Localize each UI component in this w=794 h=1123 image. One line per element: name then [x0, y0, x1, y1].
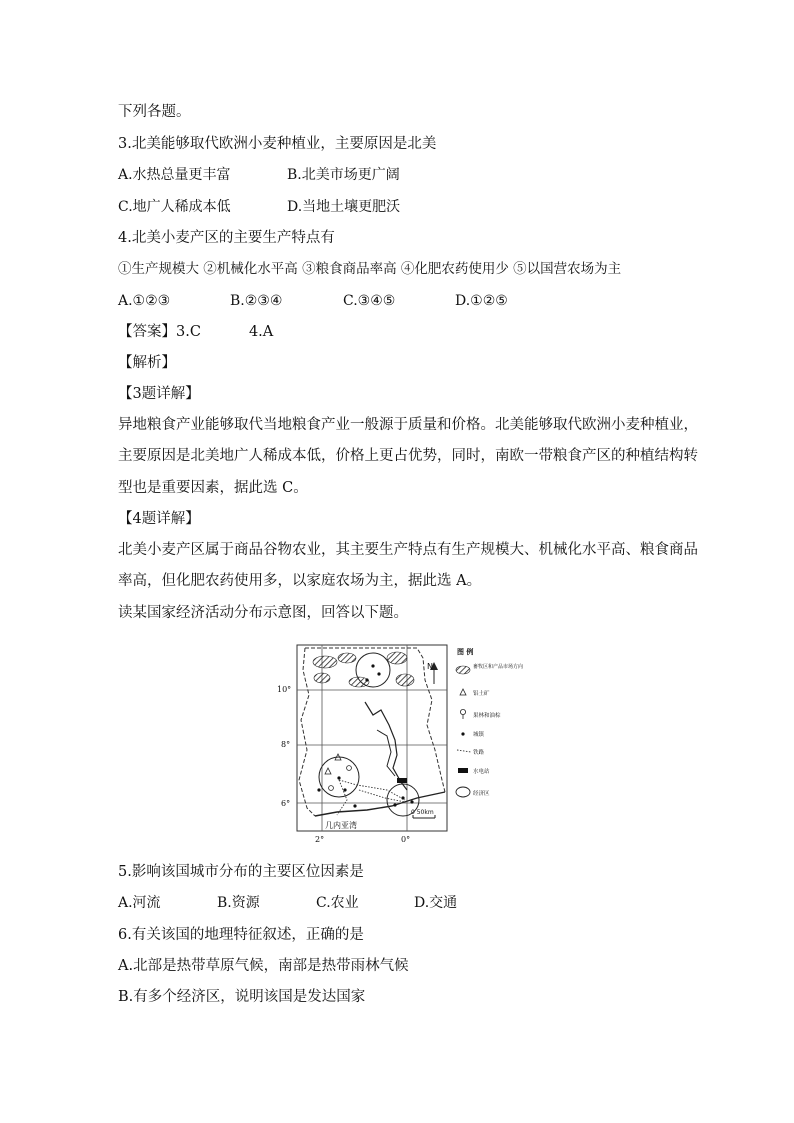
q5-option-d: D.交通: [414, 895, 458, 911]
map-lon-label: 2°: [315, 835, 325, 844]
q3-detail-line: 异地粮食产业能够取代当地粮食产业一般源于质量和价格。北美能够取代欧洲小麦种植业，: [118, 417, 698, 433]
answer-label: 【答案】: [118, 324, 176, 340]
q3-option-b: B.北美市场更广阔: [287, 167, 400, 183]
answer-q3: 3.C: [176, 324, 201, 340]
q3-option-d: D.当地土壤更肥沃: [287, 199, 401, 215]
map-lat-label: 6°: [281, 799, 291, 808]
legend-item-grazing: 畜牧区和产品市场方向: [473, 664, 524, 670]
q6-option-b: B.有多个经济区，说明该国是发达国家: [118, 989, 366, 1005]
economic-activity-map: [277, 640, 527, 845]
intro-text: 下列各题。: [118, 104, 191, 120]
q4-option-b: B.②③④: [230, 293, 283, 309]
q5-option-b: B.资源: [217, 895, 260, 911]
map-lat-label: 10°: [277, 685, 292, 694]
legend-item-economic-zone: 经济区: [473, 791, 490, 797]
q3-stem: 3.北美能够取代欧洲小麦种植业，主要原因是北美: [118, 136, 437, 152]
map-sea-label: 几内亚湾: [325, 821, 357, 830]
answer-q4: 4.A: [248, 324, 274, 340]
map-north-label: N: [427, 662, 433, 671]
legend-title: 图 例: [457, 648, 474, 656]
q4-detail-line: 率高，但化肥农药使用多，以家庭农场为主，据此选 A。: [118, 573, 482, 589]
map-scale-label: 0 50km: [411, 809, 434, 816]
q5-option-a: A.河流: [118, 895, 161, 911]
legend-item-bauxite: 铝土矿: [473, 691, 490, 697]
legend-item-orchard: 果林和油棕: [473, 713, 501, 719]
q4-detail-label: 【4题详解】: [118, 511, 200, 527]
q3-option-c: C.地广人稀成本低: [118, 199, 231, 215]
legend-item-city: 城镇: [473, 732, 485, 738]
q4-option-c: C.③④⑤: [343, 293, 396, 309]
q3-detail-label: 【3题详解】: [118, 386, 200, 402]
q3-option-a: A.水热总量更丰富: [118, 167, 231, 183]
q3-detail-line: 主要原因是北美地广人稀成本低，价格上更占优势，同时，南欧一带粮食产区的种植结构转: [118, 448, 698, 464]
q4-stem: 4.北美小麦产区的主要生产特点有: [118, 230, 335, 246]
answer-line: [118, 322, 273, 342]
q4-option-a: A.①②③: [118, 293, 171, 309]
legend-item-hydropower: 水电站: [473, 769, 490, 775]
q4-detail-line: 北美小麦产区属于商品谷物农业，其主要生产特点有生产规模大、机械化水平高、粮食商品: [118, 542, 698, 558]
q6-option-a: A.北部是热带草原气候，南部是热带雨林气候: [118, 958, 409, 974]
q4-option-d: D.①②⑤: [455, 293, 508, 309]
map-lat-label: 8°: [281, 740, 291, 749]
q6-stem: 6.有关该国的地理特征叙述，正确的是: [118, 927, 364, 943]
map-svg: [277, 640, 527, 845]
analysis-label: 【解析】: [118, 355, 176, 371]
q5-stem: 5.影响该国城市分布的主要区位因素是: [118, 864, 364, 880]
legend-item-railway: 铁路: [473, 750, 485, 756]
q5-option-c: C.农业: [316, 895, 359, 911]
map-intro: 读某国家经济活动分布示意图，回答以下题。: [118, 605, 408, 621]
map-lon-label: 0°: [401, 835, 411, 844]
q3-detail-line: 型也是重要因素，据此选 C。: [118, 480, 308, 496]
q4-statements: ①生产规模大 ②机械化水平高 ③粮食商品率高 ④化肥农药使用少 ⑤以国营农场为主: [118, 261, 622, 277]
